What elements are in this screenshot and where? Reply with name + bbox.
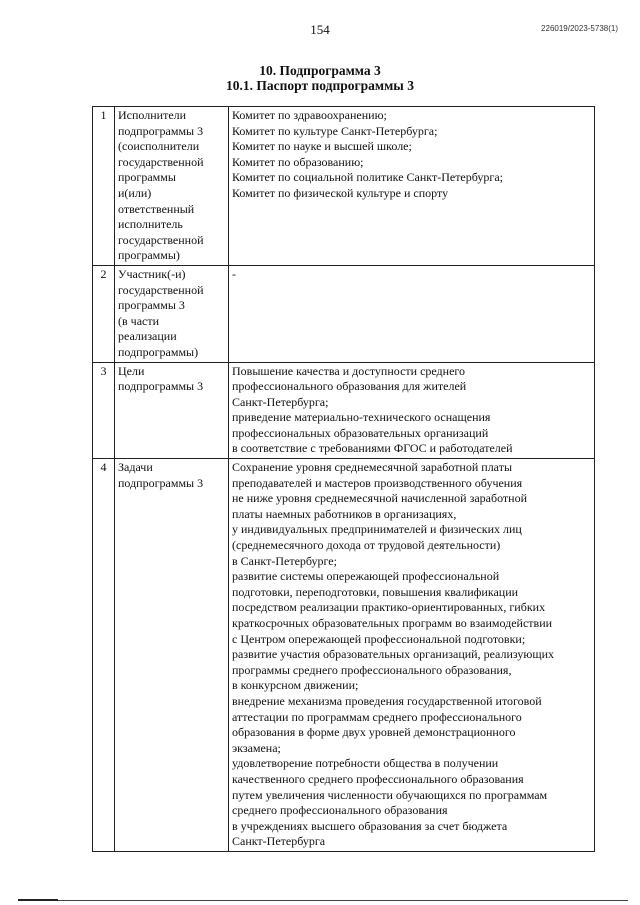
value-line: Санкт-Петербурга; — [232, 394, 329, 409]
table-row — [93, 459, 595, 852]
value-line: платы наемных работников в организациях, — [232, 506, 457, 521]
label-line: и(или) — [118, 185, 152, 200]
passport-table — [92, 106, 595, 852]
value-line: удовлетворение потребности общества в получении — [232, 756, 499, 771]
row-number: 4 — [93, 459, 115, 852]
table-row — [93, 265, 595, 362]
row-value — [229, 362, 595, 459]
label-line: подпрограммы 3 — [118, 475, 204, 490]
table-row — [93, 362, 595, 459]
value-line: Комитет по физической культуре и спорту — [232, 185, 449, 200]
value-line: Санкт-Петербурга — [232, 834, 326, 849]
label-line: Исполнители — [118, 108, 187, 122]
value-line: экзамена; — [232, 740, 281, 755]
value-line: Комитет по науке и высшей школе; — [232, 139, 412, 154]
value-line: развитие системы опережающей профессиональной — [232, 569, 500, 584]
title-line-1: 10. Подпрограмма 3 — [259, 63, 381, 78]
row-number: 2 — [93, 265, 115, 362]
bottom-rule — [18, 900, 628, 901]
label-line: государственной — [118, 282, 204, 297]
value-line: (среднемесячного дохода от трудовой деятельности) — [232, 538, 501, 553]
value-line: качественного среднего профессионального образования — [232, 771, 524, 786]
label-line: Цели — [118, 363, 145, 378]
value-line: подготовки, переподготовки, повышения квалификации — [232, 584, 519, 599]
label-line: подпрограммы 3 — [118, 379, 204, 394]
label-line: ответственный — [118, 201, 195, 216]
label-line: подпрограммы 3 — [118, 123, 204, 138]
value-line: в учреждениях высшего образования за счет бюджета — [232, 818, 508, 833]
value-line: программы среднего профессионального образования, — [232, 662, 512, 677]
value-line: профессиональных образовательных организаций — [232, 425, 489, 440]
value-line: Комитет по социальной политике Санкт-Петербурга; — [232, 170, 503, 185]
label-line: (в части — [118, 313, 160, 328]
value-line: у индивидуальных предпринимателей и физических лиц — [232, 522, 522, 537]
value-line: Повышение качества и доступности среднего — [232, 363, 466, 378]
label-line: программы 3 — [118, 298, 185, 313]
value-line: - — [232, 266, 236, 281]
label-line: программы) — [118, 248, 180, 263]
value-line: путем увеличения численности обучающихся по программам — [232, 787, 548, 802]
value-line: в конкурсном движении; — [232, 678, 359, 693]
label-line: подпрограммы) — [118, 344, 199, 359]
row-value — [229, 459, 595, 852]
page-number: 154 — [310, 22, 330, 37]
table-row — [93, 107, 595, 266]
value-line: Комитет по здравоохранению; — [232, 108, 387, 122]
value-line: среднего профессионального образования — [232, 803, 448, 818]
value-line: с Центром опережающей профессиональной подготовки; — [232, 631, 526, 646]
value-line: образования в форме двух уровней демонстрационного — [232, 725, 516, 740]
row-value — [229, 265, 595, 362]
title-line-2: 10.1. Паспорт подпрограммы 3 — [226, 78, 414, 93]
value-line: преподавателей и мастеров производственного обучения — [232, 475, 523, 490]
value-line: краткосрочных образовательных программ во взаимодействии — [232, 616, 553, 630]
row-label — [115, 362, 229, 459]
label-line: исполнитель — [118, 217, 183, 232]
label-line: реализации — [118, 329, 177, 344]
label-line: программы — [118, 170, 176, 185]
label-line: Задачи — [118, 460, 153, 475]
value-line: внедрение механизма проведения государственной итоговой — [232, 693, 542, 708]
value-line: развитие участия образовательных организаций, реализующих — [232, 647, 555, 662]
value-line: Сохранение уровня среднемесячной заработной платы — [232, 460, 513, 475]
value-line: аттестации по программам среднего профессионального — [232, 709, 522, 724]
row-label — [115, 265, 229, 362]
value-line: профессионального образования для жителей — [232, 379, 467, 394]
row-number: 3 — [93, 362, 115, 459]
label-line: государственной — [118, 232, 204, 247]
value-line: не ниже уровня среднемесячной начисленной заработной — [232, 491, 528, 506]
value-line: приведение материально-технического оснащения — [232, 410, 491, 425]
value-line: в Санкт-Петербурге; — [232, 553, 337, 568]
value-line: в соответствие с требованиями ФГОС и работодателей — [232, 441, 513, 456]
row-label — [115, 107, 229, 266]
row-number: 1 — [93, 107, 115, 266]
label-line: (соисполнители — [118, 139, 200, 154]
document-code: 226019/2023-5738(1) — [541, 24, 618, 33]
row-label — [115, 459, 229, 852]
bottom-rule-mark — [18, 899, 58, 901]
value-line: Комитет по культуре Санкт-Петербурга; — [232, 123, 438, 138]
label-line: государственной — [118, 154, 204, 169]
value-line: Комитет по образованию; — [232, 154, 364, 169]
value-line: посредством реализации практико-ориентированных, гибких — [232, 600, 546, 615]
label-line: Участник(-и) — [118, 266, 186, 281]
section-title — [0, 63, 640, 93]
row-value — [229, 107, 595, 266]
